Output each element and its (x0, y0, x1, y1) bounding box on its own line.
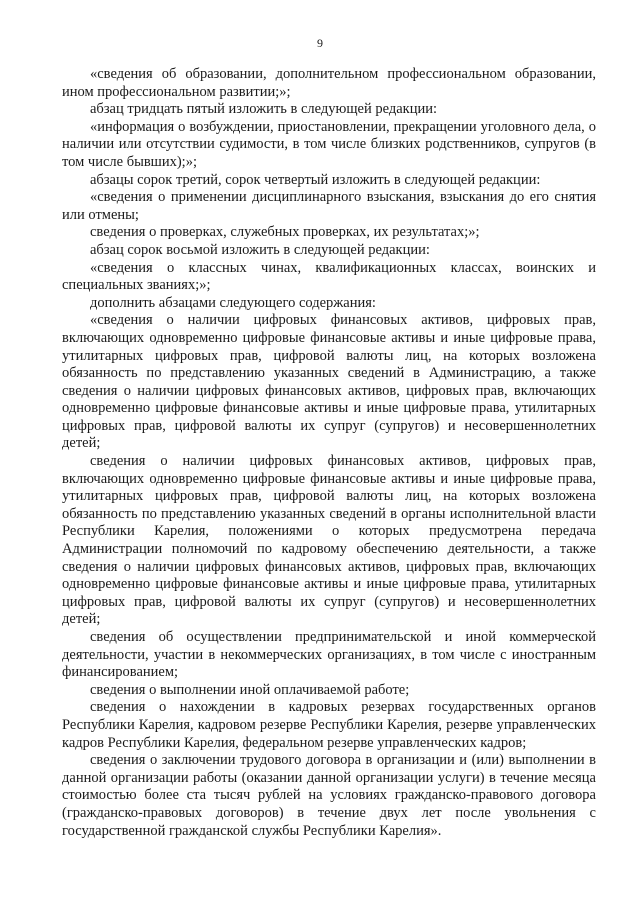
paragraph-ranks-info: «сведения о классных чинах, квалификационных классах, воинских и специальных званиях;»; (62, 259, 596, 294)
paragraph-paid-work: сведения о выполнении иной оплачиваемой работе; (90, 681, 410, 698)
document-body (62, 66, 596, 840)
paragraph-inspections-info: сведения о проверках, служебных проверках, их результатах;»; (90, 224, 480, 241)
paragraph-digital-assets-executive: сведения о наличии цифровых финансовых активов, цифровых прав, включающих одновременно цифровые финансовые активы и иные цифровые права, утилитарных цифровых прав, цифровой валюты лиц, на которых возложена обязанность по представлению указанных сведений в органы исполнительной власти Республики Карелия, положениями о которых предусмотрена передача Администрации полномочий по кадровому обеспечению деятельности, а также сведения о наличии цифровых финансовых активов, цифровых прав, включающих одновременно цифровые финансовые активы и иные цифровые права, утилитарных цифровых прав, цифровой валюты их супруг (супругов) и несовершеннолетних детей; (62, 453, 596, 628)
paragraph-disciplinary-info: «сведения о применении дисциплинарного взыскания, взыскания до его снятия или отмены; (62, 189, 596, 223)
paragraph-personnel-reserve: сведения о нахождении в кадровых резервах государственных органов Республики Карелия, кадровом резерве Республики Карелия, резерве управленческих кадров Республики Карелия, федеральном резерве управленческих кадров; (62, 699, 596, 751)
paragraph-education-info: «сведения об образовании, дополнительном профессиональном образовании, ином профессиональном развитии;»; (62, 66, 596, 100)
paragraph-employment-contract: сведения о заключении трудового договора в организации и (или) выполнении в данной организации работы (оказании данной организации услуги) в течение месяца стоимостью более ста тысяч рублей на условиях гражданско-правового договора (гражданско-правовых договоров) в течение двух лет после увольнения с государственной гражданской службы Республики Карелия». (62, 752, 596, 839)
paragraph-amend-48: абзац сорок восьмой изложить в следующей редакции: (90, 241, 430, 258)
paragraph-amend-35: абзац тридцать пятый изложить в следующей редакции: (90, 101, 438, 118)
paragraph-amend-43-44: абзацы сорок третий, сорок четвертый изложить в следующей редакции: (90, 171, 541, 188)
paragraph-criminal-case-info: «информация о возбуждении, приостановлении, прекращении уголовного дела, о наличии или отсутствии судимости, в том числе близких родственников, супругов (в том числе бывших);»; (62, 118, 596, 170)
paragraph-add-clauses: дополнить абзацами следующего содержания: (90, 294, 376, 311)
paragraph-digital-assets-admin: «сведения о наличии цифровых финансовых активов, цифровых прав, включающих одновременно цифровые финансовые активы и иные цифровые права, утилитарных цифровых прав, цифровой валюты лиц, на которых возложена обязанность по представлению указанных сведений в Администрацию, а также сведения о наличии цифровых финансовых активов, цифровых прав, включающих одновременно цифровые финансовые активы и иные цифровые права, утилитарных цифровых прав, цифровой валюты их супруг (супругов) и несовершеннолетних детей; (62, 312, 596, 452)
paragraph-business-activity: сведения об осуществлении предпринимательской и иной коммерческой деятельности, участии в некоммерческих организациях, в том числе с иностранным финансированием; (62, 629, 596, 681)
page-number: 9 (317, 36, 323, 50)
